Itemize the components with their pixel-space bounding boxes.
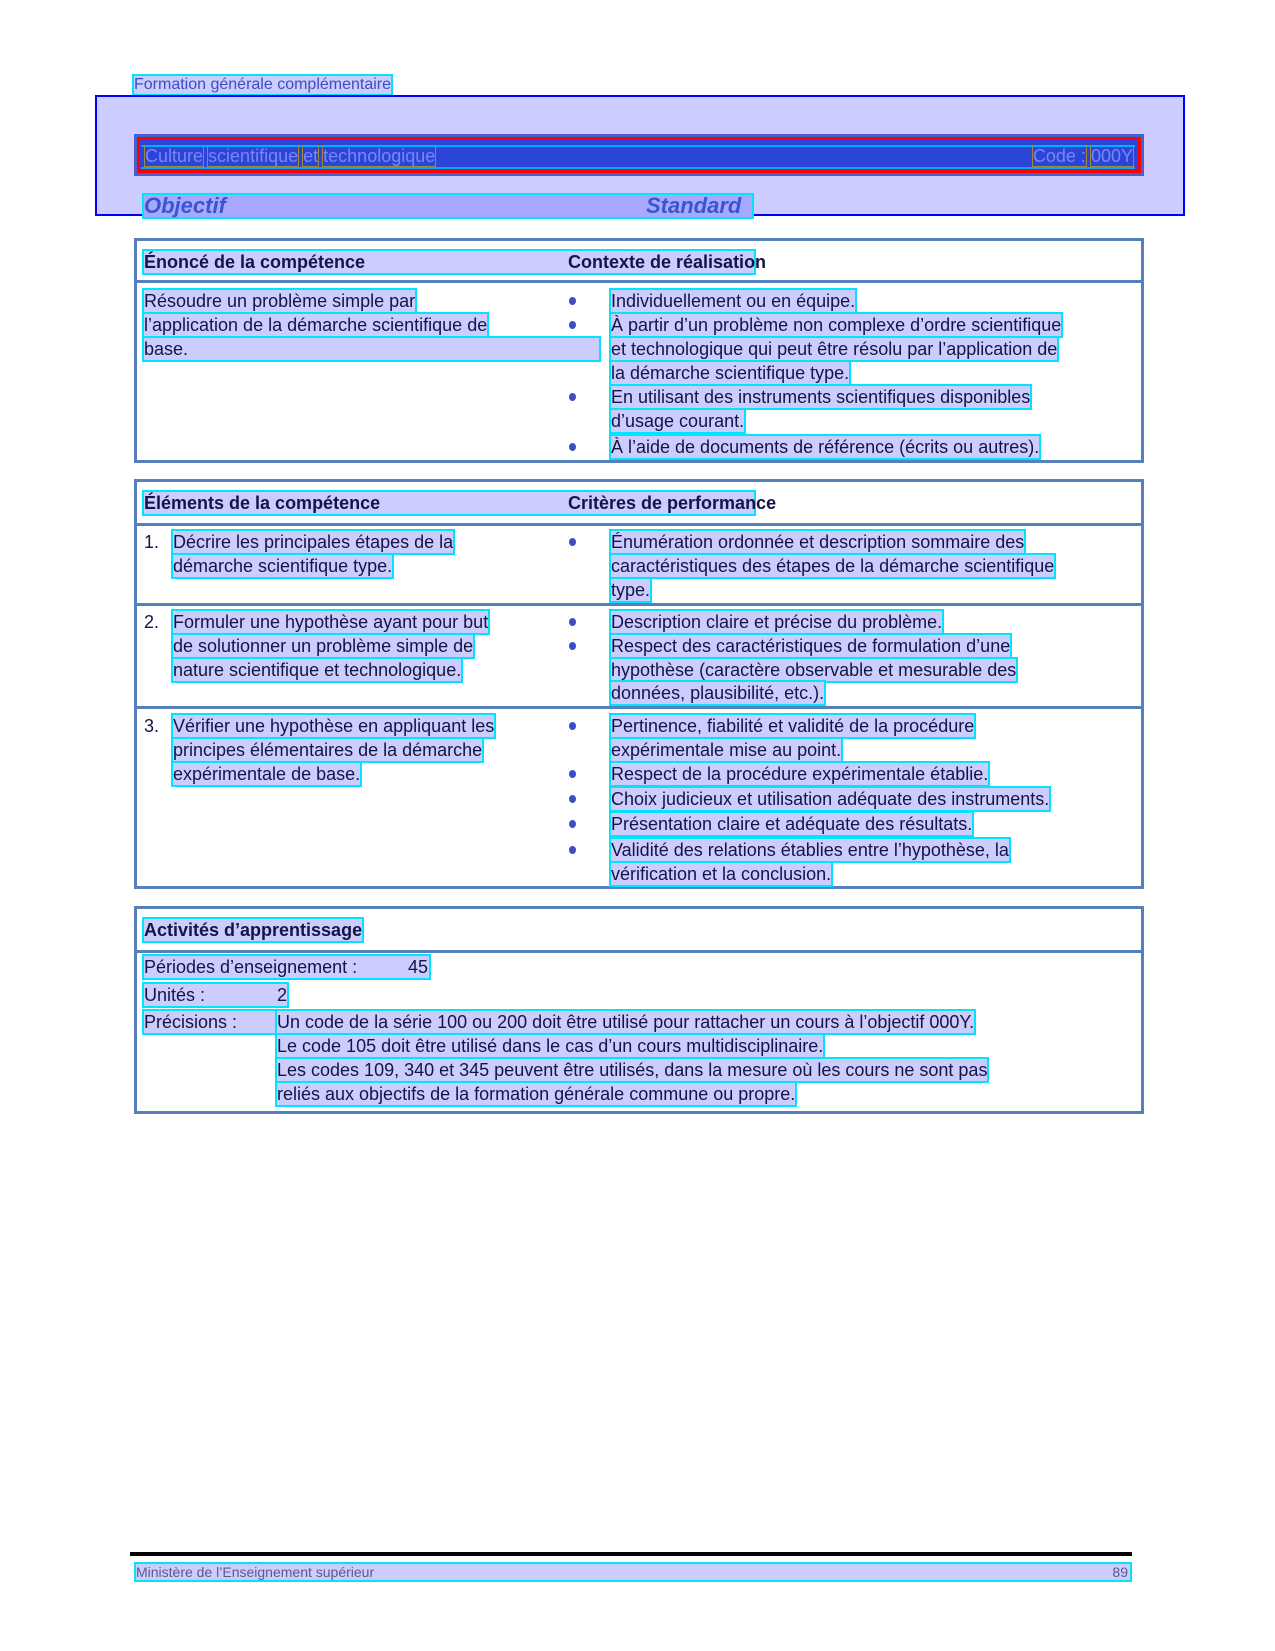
- element-line: nature scientifique et technologique.: [173, 660, 462, 680]
- criterion-line: Pertinence, fiabilité et validité de la procédure: [611, 716, 975, 736]
- criterion-line: Présentation claire et adéquate des résultats.: [611, 814, 973, 834]
- bullet-icon: [569, 297, 576, 305]
- element-line: Formuler une hypothèse ayant pour but: [173, 612, 489, 632]
- divider: [134, 950, 1144, 953]
- criterion-line: Validité des relations établies entre l’hypothèse, la: [611, 840, 1009, 860]
- units-value: 2: [277, 985, 288, 1005]
- units-label: Unités :: [144, 985, 206, 1005]
- elements-heading-text: Éléments de la compétence: [144, 493, 381, 513]
- criterion-line: Description claire et précise du problème.: [611, 612, 943, 632]
- element-line: Vérifier une hypothèse en appliquant les: [173, 716, 495, 736]
- bullet-icon: [569, 795, 576, 803]
- context-heading: Contexte de réalisation: [568, 252, 767, 272]
- bullet-icon: [569, 846, 576, 854]
- bullet-icon: [569, 443, 576, 451]
- element-line: expérimentale de base.: [173, 764, 361, 784]
- code-value: 000Y: [1090, 146, 1133, 166]
- element-number: 1.: [144, 532, 160, 552]
- element-number: 3.: [144, 716, 160, 736]
- precision-line: Les codes 109, 340 et 345 peuvent être utilisés, dans la mesure où les cours ne sont pas: [277, 1060, 988, 1080]
- context-line: À l’aide de documents de référence (écrits ou autres).: [611, 437, 1040, 457]
- criterion-line: vérification et la conclusion.: [611, 864, 832, 884]
- footer-rule: [130, 1552, 1132, 1556]
- footer-ministry: Ministère de l’Enseignement supérieur: [136, 1564, 375, 1580]
- periods-row: [144, 956, 429, 978]
- bullet-icon: [569, 642, 576, 650]
- element-line: de solutionner un problème simple de: [173, 636, 474, 656]
- criterion-line: hypothèse (caractère observable et mesurable des: [611, 660, 1017, 680]
- precisions-label: Précisions :: [144, 1011, 277, 1033]
- element-line: démarche scientifique type.: [173, 556, 393, 576]
- precision-line: Le code 105 doit être utilisé dans le cas d’un cours multidisciplinaire.: [277, 1036, 824, 1056]
- bullet-icon: [569, 770, 576, 778]
- element-line: principes élémentaires de la démarche: [173, 740, 483, 760]
- criteria-heading: Critères de performance: [568, 493, 777, 513]
- objectif-label: Objectif: [144, 193, 226, 218]
- periods-value: 45: [408, 957, 429, 977]
- divider: [134, 523, 1144, 526]
- context-line: la démarche scientifique type.: [611, 363, 850, 383]
- course-code: [1033, 145, 1133, 167]
- course-title: [145, 145, 435, 167]
- criterion-line: type.: [611, 580, 651, 600]
- criterion-line: Respect de la procédure expérimentale établie.: [611, 764, 989, 784]
- precision-line: Un code de la série 100 ou 200 doit être utilisé pour rattacher un cours à l’objectif 000Y.: [277, 1012, 975, 1032]
- criterion-line: expérimentale mise au point.: [611, 740, 842, 760]
- element-line: Décrire les principales étapes de la: [173, 532, 454, 552]
- context-line: d’usage courant.: [611, 411, 745, 431]
- criterion-line: données, plausibilité, etc.).: [611, 683, 825, 703]
- context-line: En utilisant des instruments scientifiques disponibles: [611, 387, 1031, 407]
- criterion-line: caractéristiques des étapes de la démarche scientifique: [611, 556, 1055, 576]
- title-word: et: [303, 146, 319, 166]
- element-number: 2.: [144, 612, 160, 632]
- criterion-line: Choix judicieux et utilisation adéquate des instruments.: [611, 789, 1050, 809]
- context-line: et technologique qui peut être résolu par l’application de: [611, 339, 1058, 359]
- precision-line: reliés aux objectifs de la formation générale commune ou propre.: [277, 1084, 796, 1104]
- competence-heading-text: Énoncé de la compétence: [144, 252, 366, 272]
- divider: [134, 706, 1144, 709]
- title-word: technologique: [323, 146, 436, 166]
- criterion-line: Respect des caractéristiques de formulation d’une: [611, 636, 1011, 656]
- activities-heading: Activités d’apprentissage: [144, 920, 363, 940]
- code-label: Code :: [1032, 146, 1086, 166]
- context-line: Individuellement ou en équipe.: [611, 291, 856, 311]
- bullet-icon: [569, 618, 576, 626]
- criterion-line: Énumération ordonnée et description sommaire des: [611, 532, 1025, 552]
- bullet-icon: [569, 393, 576, 401]
- divider: [134, 603, 1144, 606]
- section-label: Formation générale complémentaire: [134, 76, 392, 93]
- statement-line: l’application de la démarche scientifique de: [144, 315, 488, 335]
- bullet-icon: [569, 722, 576, 730]
- statement-line: Résoudre un problème simple par: [144, 291, 416, 311]
- context-line: À partir d’un problème non complexe d’ordre scientifique: [611, 315, 1062, 335]
- footer: [136, 1564, 1130, 1580]
- page-number: 89: [1112, 1564, 1128, 1580]
- bullet-icon: [569, 538, 576, 546]
- bullet-icon: [569, 820, 576, 828]
- title-word: Culture: [145, 146, 204, 166]
- units-row: [144, 984, 287, 1006]
- periods-label: Périodes d’enseignement :: [144, 957, 358, 977]
- bullet-icon: [569, 321, 576, 329]
- title-word: scientifique: [208, 146, 299, 166]
- statement-line: base.: [144, 338, 599, 360]
- divider: [134, 280, 1144, 283]
- standard-label: Standard: [646, 193, 742, 218]
